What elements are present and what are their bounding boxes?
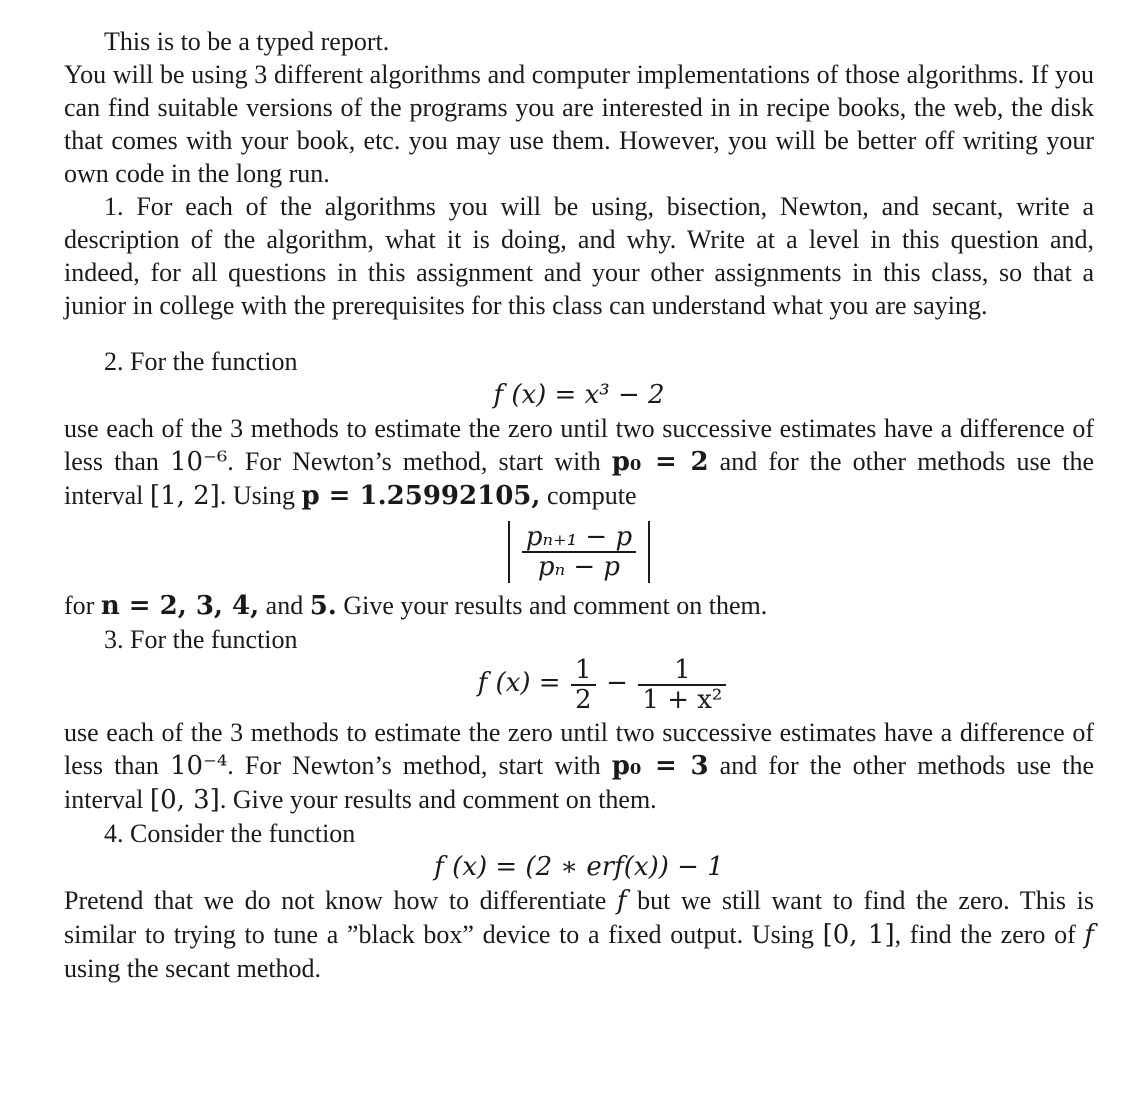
question-3-text: use each of the 3 methods to estimate the zero until two successive estimates have a difference of less than 10⁻⁴. For Newton’s method, start with p₀ = 3 and for the other methods use the interval [0, 3]. Give your results and comment on them.	[64, 718, 1094, 815]
question-1	[64, 190, 1094, 322]
question-4-number: 4.	[104, 819, 124, 848]
document-page	[64, 25, 1094, 985]
interval-4: [0, 1]	[822, 920, 895, 950]
question-2-text: use each of the 3 methods to estimate the zero until two successive estimates have a difference of less than 10⁻⁶. For Newton’s method, start with p₀ = 2 and for the other methods use the interval [1, 2]. Using p = 1.25992105, compute	[64, 414, 1094, 511]
question-3-lead: 3. For the function	[104, 625, 298, 654]
tolerance-3: 10⁻⁴	[170, 751, 228, 781]
intro-line: This is to be a typed report.	[104, 27, 390, 56]
interval-3: [0, 3]	[149, 785, 220, 815]
p0-newton-3: p₀ = 3	[611, 751, 709, 781]
question-2-equation: f (x) = x³ − 2	[493, 380, 665, 410]
intro-paragraph: You will be using 3 different algorithms and computer implementations of those algorithms. If you can find suitable versions of the programs you are interested in in recipe books, the web, the disk that comes with your book, etc. you may use them. However, you will be better off writing your own code in the long run.	[64, 60, 1094, 188]
question-3-number: 3.	[104, 625, 124, 654]
question-2-followup: for n = 2, 3, 4, and 5. Give your results and comment on them.	[64, 591, 768, 621]
question-4-text: Pretend that we do not know how to differentiate f but we still want to find the zero. This is similar to trying to tune a ”black box” device to a fixed output. Using [0, 1], find the zero of f using the secant method.	[64, 886, 1094, 983]
question-4-equation: f (x) = (2 ∗ erf(x)) − 1	[434, 852, 724, 882]
question-2-lead: 2. For the function	[104, 347, 298, 376]
question-4-lead: 4. Consider the function	[104, 819, 356, 848]
question-2-number: 2.	[104, 347, 124, 376]
question-1-number: 1.	[104, 192, 124, 221]
interval-2: [1, 2]	[149, 481, 220, 511]
p0-newton-2: p₀ = 2	[611, 447, 709, 477]
question-3-equation: f (x) = $\frac{1}{2}$ − $\frac{1}{\text{1 + x²}}$	[114, 656, 1094, 714]
tolerance-2: 10⁻⁶	[170, 447, 228, 477]
question-1-text: For each of the algorithms you will be using, bisection, Newton, and secant, write a description of the algorithm, what it is doing, and why. Write at a level in this question and, indeed, for all questions in this assignment and your other assignments in this class, so that a junior in college with the prerequisites for this class can understand what you are saying.	[64, 192, 1094, 320]
convergence-ratio: $\frac{\text{pₙ₊₁ − p}}{\text{pₙ − p}}$	[64, 521, 1094, 583]
p-value: p = 1.25992105,	[301, 481, 541, 511]
